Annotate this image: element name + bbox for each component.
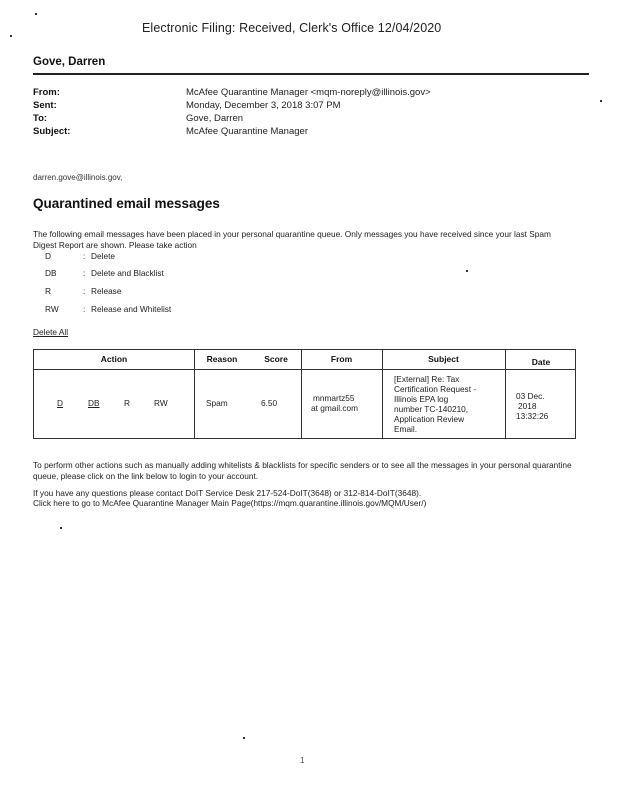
- reason-cell: Spam: [206, 398, 228, 408]
- quarantine-table: [33, 349, 576, 439]
- subject-value: McAfee Quarantine Manager: [186, 126, 308, 137]
- legend-text: Release and Whitelist: [91, 304, 172, 314]
- column-divider: [194, 350, 195, 438]
- score-cell: 6.50: [261, 398, 278, 408]
- intro-paragraph: The following email messages have been placed in your personal quarantine queue. Only messages you have received since your last Spam Digest Report are shown. Please take action: [33, 229, 551, 250]
- subject-cell-line: [External] Re: Tax: [394, 374, 460, 384]
- from-cell-line: at gmail.com: [311, 403, 359, 413]
- footer-paragraph: To perform other actions such as manually adding whitelists & blacklists for specific senders or to see all the messages in your personal quarantine queue, please click on the link below to login to your account.: [33, 460, 572, 481]
- subject-cell-line: number TC-140210,: [394, 404, 469, 414]
- header-date: Date: [531, 357, 551, 367]
- sent-label: Sent:: [33, 100, 57, 111]
- scan-speck: [243, 737, 245, 739]
- mqm-main-page-link[interactable]: Click here to go to McAfee Quarantine Manager Main Page(https://mqm.quarantine.illinois.gov/MQM/User/): [33, 498, 427, 508]
- page-number: 1: [300, 756, 305, 765]
- subject-cell-line: Email.: [394, 424, 418, 434]
- legend-text: Delete: [91, 251, 115, 261]
- delete-blacklist-action-link[interactable]: DB: [88, 398, 100, 408]
- recipient-line: darren.gove@illinois.gov,: [33, 173, 123, 182]
- date-cell-line: 13:32:26: [516, 411, 549, 421]
- from-label: From:: [33, 87, 60, 98]
- delete-all-link[interactable]: Delete All: [33, 327, 69, 337]
- date-cell-line: 03 Dec.: [516, 391, 545, 401]
- filing-stamp: Electronic Filing: Received, Clerk's Office 12/04/2020: [142, 21, 442, 35]
- release-action-link[interactable]: R: [124, 398, 130, 408]
- sender-name: Gove, Darren: [33, 56, 106, 68]
- scan-speck: [466, 270, 468, 272]
- header-from: From: [330, 354, 353, 364]
- sent-value: Monday, December 3, 2018 3:07 PM: [186, 100, 341, 111]
- subject-cell-line: Certification Request -: [394, 384, 477, 394]
- legend-sep: :: [83, 304, 86, 314]
- legend-sep: :: [83, 286, 86, 296]
- subject-cell-line: Application Review: [394, 414, 465, 424]
- header-divider: [33, 73, 589, 75]
- from-value: McAfee Quarantine Manager <mqm-noreply@illinois.gov>: [186, 87, 431, 98]
- legend-code: DB: [45, 268, 57, 278]
- to-label: To:: [33, 113, 48, 124]
- to-value: Gove, Darren: [186, 113, 244, 124]
- legend-code: D: [45, 251, 51, 261]
- scan-speck: [35, 13, 37, 15]
- legend-sep: :: [83, 268, 86, 278]
- legend-code: R: [45, 286, 51, 296]
- header-score: Score: [264, 354, 288, 364]
- header-action: Action: [100, 354, 128, 364]
- subject-label: Subject:: [33, 126, 71, 137]
- delete-action-link[interactable]: D: [57, 398, 63, 408]
- legend-sep: :: [83, 251, 86, 261]
- header-reason: Reason: [206, 354, 238, 364]
- legend-text: Delete and Blacklist: [91, 268, 164, 278]
- date-cell-line: 2018: [518, 401, 537, 411]
- page-title: Quarantined email messages: [33, 196, 220, 211]
- subject-cell-line: Illinois EPA log: [394, 394, 449, 404]
- scan-speck: [60, 527, 62, 529]
- from-cell-line: mnmartz55: [313, 393, 355, 403]
- release-whitelist-action-link[interactable]: RW: [154, 398, 168, 408]
- scan-speck: [10, 35, 12, 37]
- scan-speck: [600, 100, 602, 102]
- legend-code: RW: [45, 304, 59, 314]
- legend-text: Release: [91, 286, 122, 296]
- header-subject: Subject: [428, 354, 459, 364]
- helpdesk-line: If you have any questions please contact DoIT Service Desk 217-524-DoIT(3648) or 312-814-DoIT(3648).: [33, 488, 422, 498]
